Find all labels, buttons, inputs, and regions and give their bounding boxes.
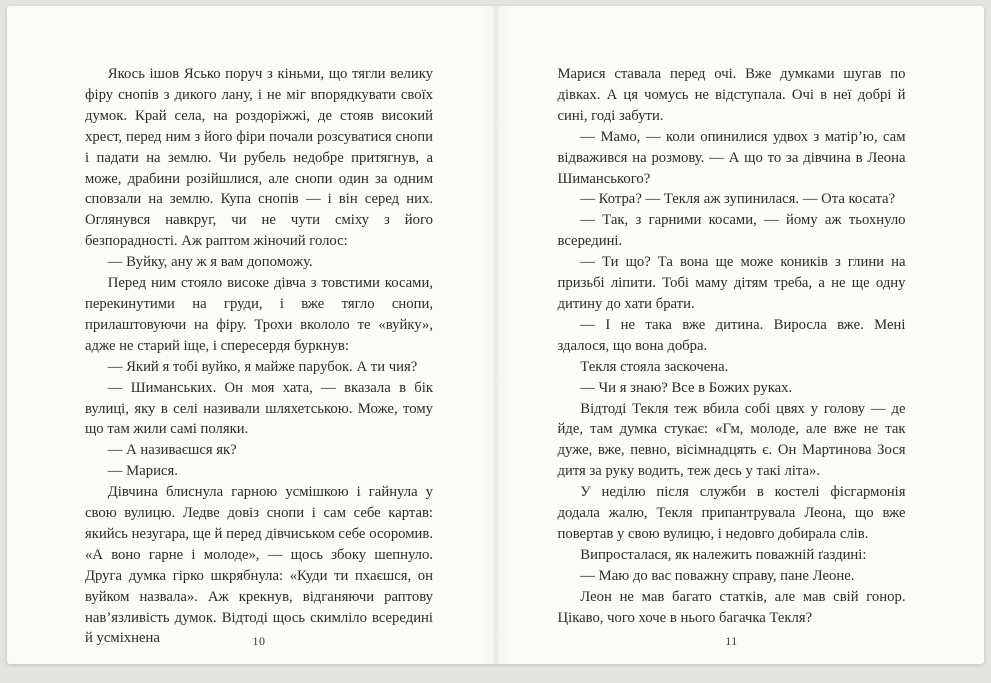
paragraph: Перед ним стояло високе дівча з товстими косами, перекинутими на груди, і вже тягло снопи, прилаштовуючи на фіру. Трохи вкололо те «вуйку», адже не старий іще, і спересердя буркнув: xyxy=(85,275,433,354)
page-right xyxy=(496,6,985,664)
paragraph: — Мамо, — коли опинилися удвох з матір’ю, сам відважився на розмову. — А що то за дівчина в Леона Шиманського? xyxy=(557,128,906,187)
book-spread xyxy=(7,6,984,664)
page-left xyxy=(7,6,496,664)
paragraph: Відтоді Текля теж вбила собі цвях у голову — де йде, там думка стукає: «Гм, молоде, але вже не так дуже, вже, певно, вісімнадцять є. Он Мартинова Зося дитя за руку водить, теж десь у такі літа». xyxy=(557,400,906,480)
paragraph: Леон не мав багато статків, але мав свій гонор. Цікаво, чого хоче в нього багачка Текля? xyxy=(557,588,906,626)
paragraph: — Маю до вас поважну справу, пане Леоне. xyxy=(580,567,855,584)
paragraph: — Який я тобі вуйко, я майже парубок. А ти чия? xyxy=(107,358,418,375)
page-left-text xyxy=(85,64,433,649)
paragraph: Текля стояла заскочена. xyxy=(580,358,729,375)
paragraph: — І не така вже дитина. Виросла вже. Мені здалося, що вона добра. xyxy=(557,316,906,354)
page-right-text xyxy=(558,64,906,628)
paragraph: Дівчина блиснула гарною усмішкою і гайнула у свою вулицю. Ледве довіз снопи і сам себе картав: якийсь незугара, ще й перед дівчиськом себе осоромив. «А воно гарне і молоде», — щось збоку шепнуло. Друга думка гірко шкрябнула: «Куди ти пхаєшся, он вуйком назвала». Аж крекнув, відганяючи раптову нав’язливість думок. Відтоді щось скимліло всередині й усміхнена xyxy=(85,484,433,647)
paragraph: — Марися. xyxy=(107,463,178,480)
paragraph: — Котра? — Текля аж зупинилася. — Ота косата? xyxy=(580,191,896,208)
paragraph: Марися ставала перед очі. Вже думками шугав по дівках. А ця чомусь не відступала. Очі в неї добрі й сині, годі забути. xyxy=(557,66,906,124)
page-left-number: 10 xyxy=(252,634,266,648)
paragraph: Випросталася, як належить поважній ґаздині: xyxy=(580,546,867,563)
paragraph: — Ти що? Та вона ще може коників з глини на призьбі ліпити. Тобі маму дітям треба, а не ще одну дитину до хати брати. xyxy=(557,254,906,312)
paragraph: У неділю після служби в костелі фісгармонія додала жалю, Текля припантрувала Леона, що вже повертав у свою вулицю, і недовго добирала слів. xyxy=(557,484,906,542)
paragraph: — Чи я знаю? Все в Божих руках. xyxy=(580,379,793,396)
paragraph: Якось ішов Ясько поруч з кіньми, що тягли велику фіру снопів з дикого лану, і не міг впорядкувати своїх думок. Край села, на роздоріжжі, де стояв високий хрест, перед ним з його фіри почали розсуватися снопи і падати на землю. Чи рубель недобре притягнув, а може, драбини розійшлися, але снопи один за одним сповзали на землю. Купа снопів — і він серед них. Оглянувся навкруг, чи не чути сміху з його безпорадності. Аж раптом жіночий голос: xyxy=(85,66,433,250)
paragraph: — Вуйку, ану ж я вам допоможу. xyxy=(107,254,313,271)
paragraph: — А називаєшся як? xyxy=(107,442,237,459)
page-right-number: 11 xyxy=(725,634,738,648)
paragraph: — Так, з гарними косами, — йому аж тьохнуло всередині. xyxy=(557,212,906,250)
paragraph: — Шиманських. Он моя хата, — вказала в бік вулиці, яку в селі називали шляхетською. Може, тому що там жили самі поляки. xyxy=(85,379,433,438)
